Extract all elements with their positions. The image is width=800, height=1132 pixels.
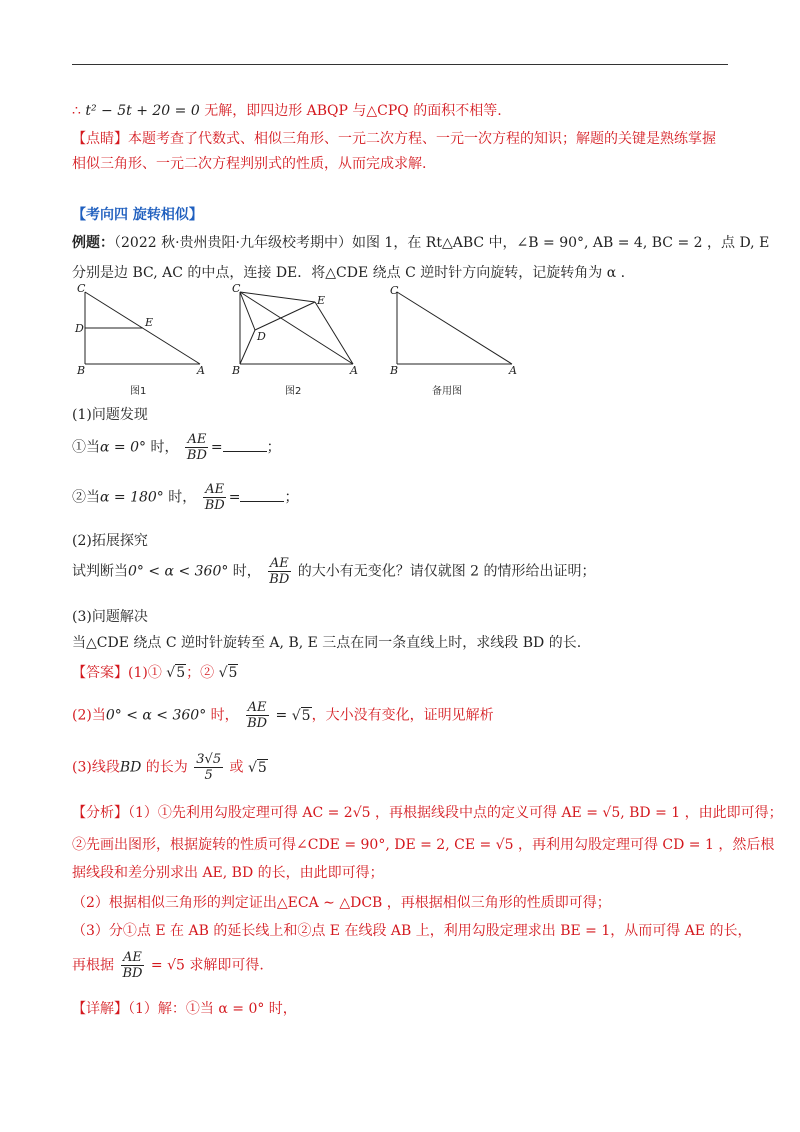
- fig1-label-e: E: [145, 316, 154, 329]
- ae-bd-fraction: $\frac{AE}{BD}$: [204, 482, 225, 513]
- answer-tag: 【答案】: [72, 665, 128, 681]
- top-rule: [72, 64, 728, 65]
- q2-text: 试判断当0° < α < 360° 时， $\frac{AE}{BD}$ 的大小有无变化？请仅就图 2 的情形给出证明；: [72, 556, 596, 587]
- fig1-label-b: B: [77, 364, 86, 377]
- fig2-label-a: A: [350, 364, 358, 377]
- spare-label-c: C: [390, 284, 399, 297]
- q3-text: 当△CDE 绕点 C 逆时针旋转至 A, B, E 三点在同一条直线上时，求线段 BD 的长.: [72, 635, 582, 651]
- figures: [60, 282, 580, 400]
- example-label: 例题：: [72, 235, 114, 251]
- answer-blank: [223, 439, 267, 452]
- q1b: ②当α = 180° 时， $\frac{AE}{BD}$ = ；: [72, 482, 299, 513]
- ae-bd-fraction: $\frac{AE}{BD}$: [186, 432, 207, 463]
- fig2-label-c: C: [232, 282, 241, 295]
- spare-label-a: A: [509, 364, 517, 377]
- analysis-line3: 据线段和差分别求出 AE, BD 的长，由此即可得；: [72, 865, 384, 881]
- answer-line1: 【答案】(1)① √5；② √5: [72, 665, 238, 681]
- q1-title: (1)问题发现: [72, 407, 148, 423]
- ae-bd-fraction: $\frac{AE}{BD}$: [122, 950, 143, 981]
- detail-line: 【详解】（1）解：①当 α = 0° 时，: [72, 1001, 297, 1017]
- fig2-caption: 图2: [285, 386, 302, 397]
- spare-caption: 备用图: [432, 386, 462, 397]
- figure-2: [240, 292, 353, 364]
- q2-title: (2)拓展探究: [72, 533, 148, 549]
- comment-line1: 【点睛】本题考查了代数式、相似三角形、一元二次方程、一元一次方程的知识；解题的关键是熟练掌握: [72, 131, 716, 147]
- q3-title: (3)问题解决: [72, 609, 148, 625]
- detail-tag: 【详解】: [72, 1001, 128, 1017]
- comment-tag: 【点睛】: [72, 131, 128, 147]
- fig1-label-d: D: [75, 322, 84, 335]
- analysis-line5: （3）分①点 E 在 AB 的延长线上和②点 E 在线段 AB 上，利用勾股定理求出 BE = 1，从而可得 AE 的长，: [72, 923, 752, 939]
- fig1-label-c: C: [77, 282, 86, 295]
- fig1-caption: 图1: [130, 386, 147, 397]
- figure-1: [85, 292, 200, 364]
- example-line2: 分别是边 BC, AC 的中点，连接 DE．将△CDE 绕点 C 逆时针方向旋转，记旋转角为 α .: [72, 265, 626, 281]
- analysis-line4: （2）根据相似三角形的判定证出△ECA ∼ △DCB ，再根据相似三角形的性质即可得；: [72, 895, 611, 911]
- analysis-tag: 【分析】: [72, 805, 128, 821]
- example-line1: 例题：（2022 秋·贵州贵阳·九年级校考期中）如图 1，在 Rt△ABC 中，∠B = 90°, AB = 4, BC = 2 ，点 D, E: [72, 235, 770, 251]
- analysis-line2: ②先画出图形，根据旋转的性质可得∠CDE = 90°, DE = 2, CE = √5 ，再利用勾股定理可得 CD = 1 ，然后根: [72, 837, 775, 853]
- fig2-label-b: B: [232, 364, 241, 377]
- fig1-label-a: A: [197, 364, 205, 377]
- ae-bd-fraction: $\frac{AE}{BD}$: [247, 700, 268, 731]
- figure-spare: [397, 292, 512, 364]
- section-title: 【考向四 旋转相似】: [72, 207, 203, 223]
- intro-line1: ∴ t² − 5t + 20 = 0 无解，即四边形 ABQP 与△CPQ 的面积不相等.: [72, 103, 502, 119]
- fig2-label-e: E: [317, 294, 326, 307]
- q1a: ①当α = 0° 时， $\frac{AE}{BD}$ = ；: [72, 432, 281, 463]
- answer-line3: (3)线段BD 的长为 $\frac{3√5}{5}$ 或 √5: [72, 752, 267, 783]
- ae-bd-fraction: $\frac{AE}{BD}$: [269, 556, 290, 587]
- analysis-line6: 再根据 $\frac{AE}{BD}$ = √5 求解即可得.: [72, 950, 264, 981]
- spare-label-b: B: [390, 364, 399, 377]
- comment-line2: 相似三角形、一元二次方程判别式的性质，从而完成求解.: [72, 156, 427, 172]
- fig2-label-d: D: [257, 330, 266, 343]
- answer-line2: (2)当0° < α < 360° 时， $\frac{AE}{BD}$ = √5，大小没有变化，证明见解析: [72, 700, 494, 731]
- analysis-line1: 【分析】（1）①先利用勾股定理可得 AC = 2√5 ，再根据线段中点的定义可得 AE = √5, BD = 1 ，由此即可得；: [72, 805, 783, 821]
- answer-blank: [240, 489, 284, 502]
- bd-length-fraction: $\frac{3√5}{5}$: [196, 752, 222, 783]
